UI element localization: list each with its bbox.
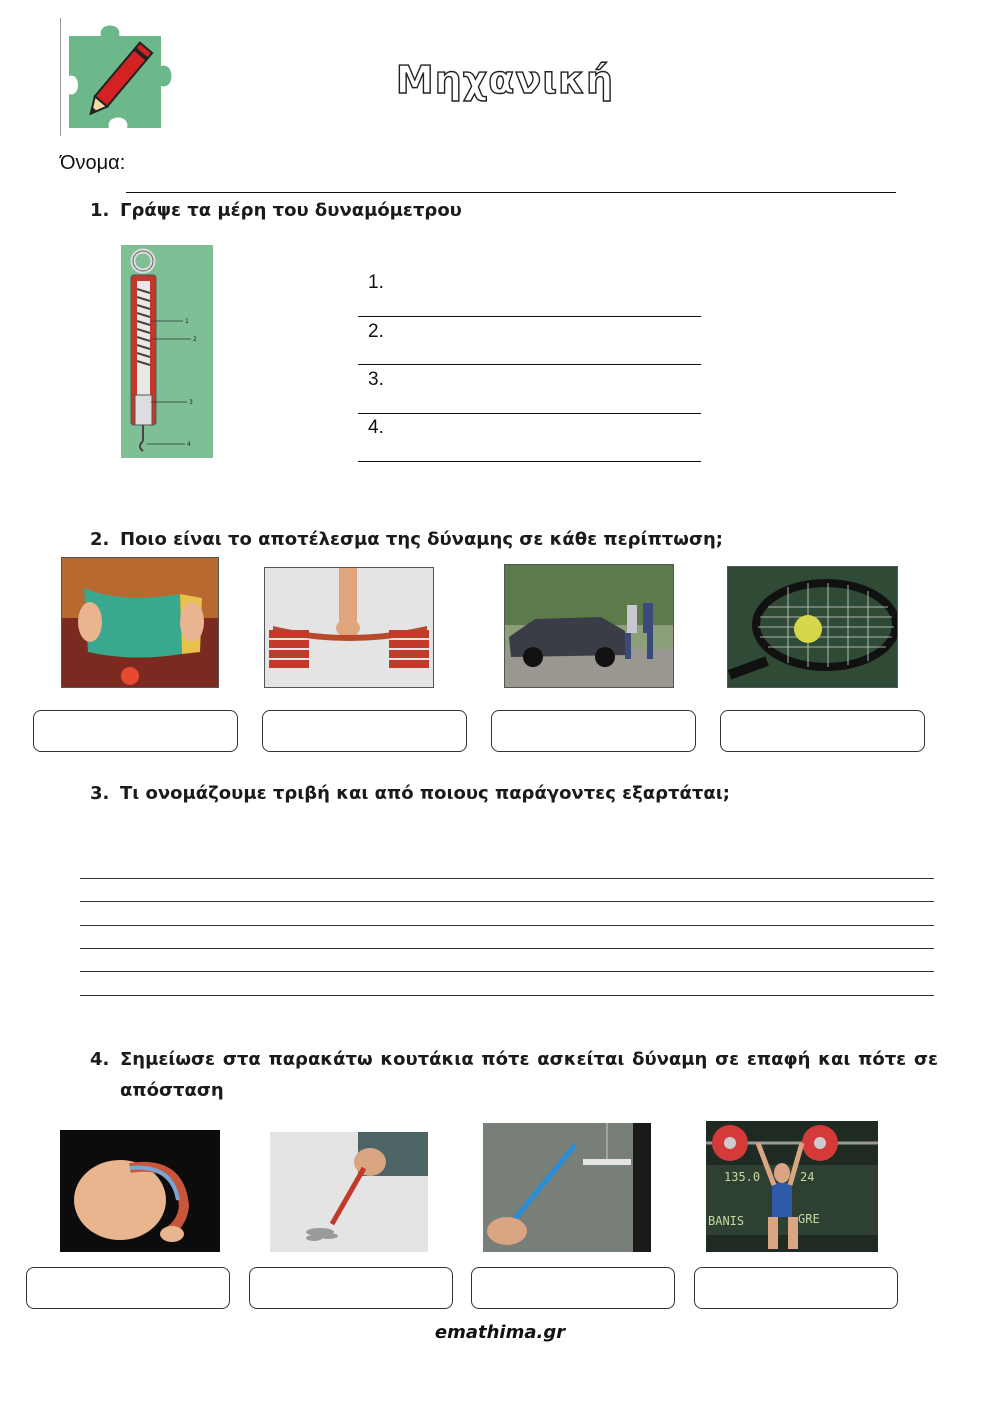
question-4: 4. Σημείωσε στα παρακάτω κουτάκια πότε ασκείται δύναμη σε επαφή και πότε σε απόσταση	[90, 1044, 938, 1075]
pushing-car-image	[504, 564, 674, 688]
answer-box-q4-1[interactable]	[26, 1267, 230, 1309]
writing-line-5[interactable]	[80, 971, 934, 972]
answer-box-q2-4[interactable]	[720, 710, 925, 752]
question-1: 1. Γράψε τα μέρη του δυναμόμετρου	[90, 200, 462, 221]
sponge-squeeze-image	[61, 557, 219, 688]
question-4-text-line2: απόσταση	[120, 1080, 224, 1101]
question-4-text-line1: Σημείωσε στα παρακάτω κουτάκια πότε ασκείται δύναμη σε επαφή και πότε σε	[120, 1049, 938, 1070]
answer-box-q2-2[interactable]	[262, 710, 467, 752]
weightlifter-image	[706, 1121, 878, 1252]
answer-box-q4-4[interactable]	[694, 1267, 898, 1309]
weightlifter-country: GRE	[798, 1212, 820, 1226]
answer-2-label: 2.	[368, 321, 384, 342]
name-label: Όνομα:	[60, 152, 126, 174]
answer-3-label: 3.	[368, 369, 384, 390]
weightlifter-name: BANIS	[708, 1214, 745, 1228]
dynamometer-label-1: 1	[185, 318, 189, 325]
logo	[60, 18, 179, 136]
answer-4-line[interactable]	[358, 461, 701, 462]
dynamometer-image	[121, 245, 213, 458]
answer-box-q2-1[interactable]	[33, 710, 238, 752]
answer-box-q4-2[interactable]	[249, 1267, 453, 1309]
question-3: 3. Τι ονομάζουμε τριβή και από ποιους παράγοντες εξαρτάται;	[90, 783, 730, 804]
answer-1-line[interactable]	[358, 316, 701, 317]
question-1-text: Γράψε τα μέρη του δυναμόμετρου	[120, 200, 462, 221]
writing-line-1[interactable]	[80, 878, 934, 879]
answer-4-label: 4.	[368, 417, 384, 438]
question-2: 2. Ποιο είναι το αποτέλεσμα της δύναμης σε κάθε περίπτωση;	[90, 529, 723, 550]
answer-2-line[interactable]	[358, 364, 701, 365]
writing-line-6[interactable]	[80, 995, 934, 996]
answer-box-q4-3[interactable]	[471, 1267, 675, 1309]
page-title: Μηχανική	[395, 58, 615, 102]
writing-line-4[interactable]	[80, 948, 934, 949]
answer-1-label: 1.	[368, 272, 384, 293]
magnet-clips-image	[270, 1132, 428, 1252]
dynamometer-label-3: 3	[189, 399, 193, 406]
puzzle-pencil-icon	[61, 18, 179, 136]
writing-line-2[interactable]	[80, 901, 934, 902]
question-3-text: Τι ονομάζουμε τριβή και από ποιους παράγοντες εξαρτάται;	[120, 783, 730, 804]
charged-rod-image	[483, 1123, 651, 1252]
name-input-line[interactable]	[126, 172, 896, 193]
bending-ruler-image	[264, 567, 434, 688]
weightlifter-score-2: 24	[800, 1170, 815, 1184]
weightlifter-score: 135.0	[724, 1170, 761, 1184]
question-2-text: Ποιο είναι το αποτέλεσμα της δύναμης σε κάθε περίπτωση;	[120, 529, 723, 550]
answer-box-q2-3[interactable]	[491, 710, 696, 752]
dynamometer-label-4: 4	[187, 441, 191, 448]
fingers-bending-image	[60, 1130, 220, 1252]
answer-3-line[interactable]	[358, 413, 701, 414]
tennis-racket-ball-image	[727, 566, 898, 688]
dynamometer-label-2: 2	[193, 336, 197, 343]
writing-line-3[interactable]	[80, 925, 934, 926]
footer-site: emathima.gr	[434, 1322, 566, 1343]
